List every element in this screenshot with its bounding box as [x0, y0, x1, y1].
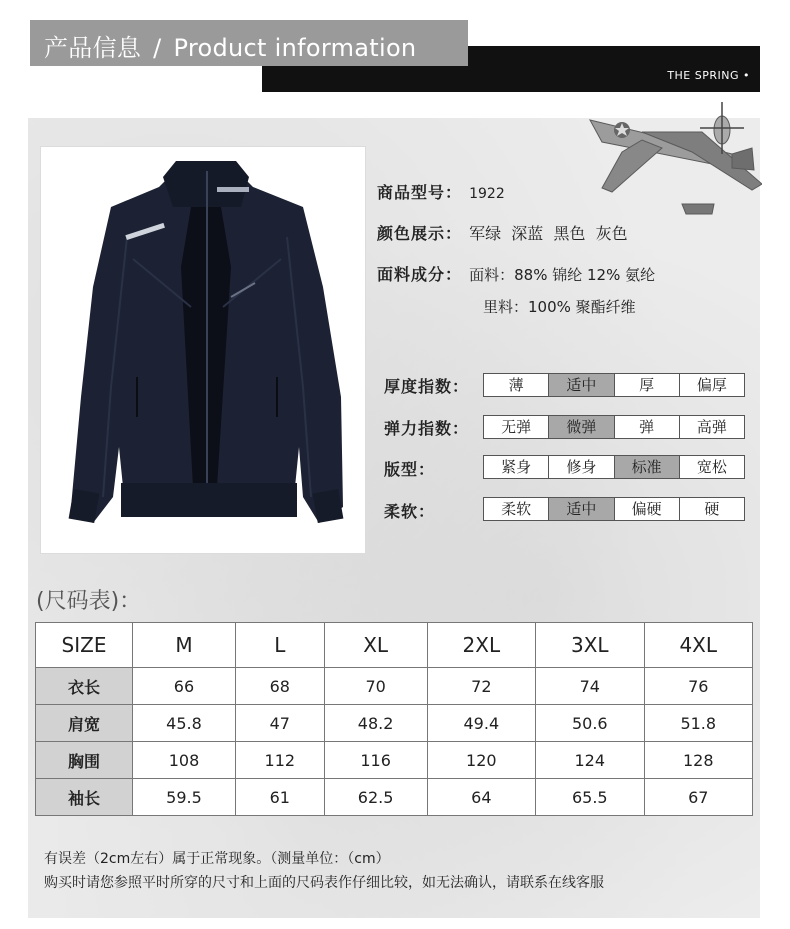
size-col: 4XL — [644, 623, 753, 668]
size-col: XL — [324, 623, 427, 668]
thickness-option: 偏厚 — [696, 376, 727, 394]
row-label-length: 衣长 — [36, 668, 133, 705]
elasticity-label: 弹力指数： — [384, 419, 470, 438]
table-cell: 62.5 — [324, 779, 427, 816]
fabric-lining: 里料：100% 聚酯纤维 — [483, 298, 636, 316]
table-cell: 51.8 — [644, 705, 753, 742]
elasticity-option: 弹 — [615, 416, 680, 438]
table-cell: 61 — [235, 779, 324, 816]
table-cell: 47 — [235, 705, 324, 742]
thickness-label: 厚度指数： — [384, 377, 470, 396]
table-cell: 45.8 — [133, 705, 236, 742]
thickness-scale — [483, 373, 745, 397]
fabric-label: 面料成分： — [377, 265, 463, 284]
table-cell: 66 — [133, 668, 236, 705]
fit-option: 宽松 — [696, 458, 727, 476]
table-cell: 68 — [235, 668, 324, 705]
note-tolerance: 有误差（2cm左右）属于正常现象。（测量单位：（cm） — [44, 851, 390, 867]
fit-option: 紧身 — [484, 456, 549, 478]
header-tagline: THE SPRING • — [667, 69, 750, 82]
table-cell: 72 — [427, 668, 535, 705]
fabric-outer: 面料：88% 锦纶 12% 氨纶 — [469, 266, 656, 284]
model-value: 1922 — [469, 186, 505, 202]
jacket-image — [41, 147, 365, 553]
color-row — [377, 221, 628, 244]
thickness-option: 厚 — [615, 374, 680, 396]
thickness-option: 薄 — [484, 374, 549, 396]
fabric-row — [377, 262, 655, 285]
airplane-illustration — [582, 92, 762, 222]
table-cell: 108 — [133, 742, 236, 779]
table-cell: 64 — [427, 779, 535, 816]
table-row — [36, 742, 753, 779]
table-row — [36, 779, 753, 816]
size-chart-table — [35, 622, 753, 816]
elasticity-option: 无弹 — [484, 416, 549, 438]
model-label: 商品型号： — [377, 183, 463, 202]
table-row — [36, 705, 753, 742]
table-cell: 116 — [324, 742, 427, 779]
softness-scale — [483, 497, 745, 521]
softness-option: 柔软 — [484, 498, 549, 520]
size-col: 2XL — [427, 623, 535, 668]
row-label-sleeve: 袖长 — [36, 779, 133, 816]
size-col: 3XL — [536, 623, 644, 668]
table-cell: 120 — [427, 742, 535, 779]
fit-label: 版型： — [384, 460, 436, 479]
elasticity-option: 高弹 — [696, 418, 727, 436]
table-cell: 59.5 — [133, 779, 236, 816]
softness-option: 偏硬 — [615, 498, 680, 520]
row-label-chest: 胸围 — [36, 742, 133, 779]
table-cell: 67 — [644, 779, 753, 816]
size-col: M — [133, 623, 236, 668]
softness-option-selected: 适中 — [549, 498, 614, 520]
table-cell: 76 — [644, 668, 753, 705]
table-cell: 112 — [235, 742, 324, 779]
fabric-lining-row — [483, 296, 636, 317]
table-cell: 124 — [536, 742, 644, 779]
table-cell: 50.6 — [536, 705, 644, 742]
header-separator: / — [153, 34, 162, 62]
elasticity-option-selected: 微弹 — [549, 416, 614, 438]
size-col: L — [235, 623, 324, 668]
header-title-cn: 产品信息 — [44, 34, 142, 62]
model-row — [377, 180, 505, 203]
row-label-shoulder: 肩宽 — [36, 705, 133, 742]
color-values: 军绿 深蓝 黑色 灰色 — [469, 224, 628, 243]
fit-option: 修身 — [549, 456, 614, 478]
note-purchase-advice: 购买时请您参照平时所穿的尺寸和上面的尺码表作仔细比较，如无法确认，请联系在线客服 — [44, 875, 604, 891]
fit-option-selected: 标准 — [615, 456, 680, 478]
table-cell: 49.4 — [427, 705, 535, 742]
header-title — [44, 28, 416, 63]
table-cell: 70 — [324, 668, 427, 705]
color-label: 颜色展示： — [377, 224, 463, 243]
header-title-en: Product information — [173, 34, 417, 62]
size-header-row — [36, 623, 753, 668]
product-photo — [40, 146, 366, 554]
elasticity-scale — [483, 415, 745, 439]
thickness-option-selected: 适中 — [549, 374, 614, 396]
size-chart-title: (尺码表)： — [36, 589, 142, 614]
softness-label: 柔软： — [384, 502, 436, 521]
softness-option: 硬 — [704, 500, 720, 518]
table-cell: 65.5 — [536, 779, 644, 816]
table-row — [36, 668, 753, 705]
table-cell: 74 — [536, 668, 644, 705]
size-header-label: SIZE — [36, 623, 133, 668]
table-cell: 128 — [644, 742, 753, 779]
fit-scale — [483, 455, 745, 479]
table-cell: 48.2 — [324, 705, 427, 742]
